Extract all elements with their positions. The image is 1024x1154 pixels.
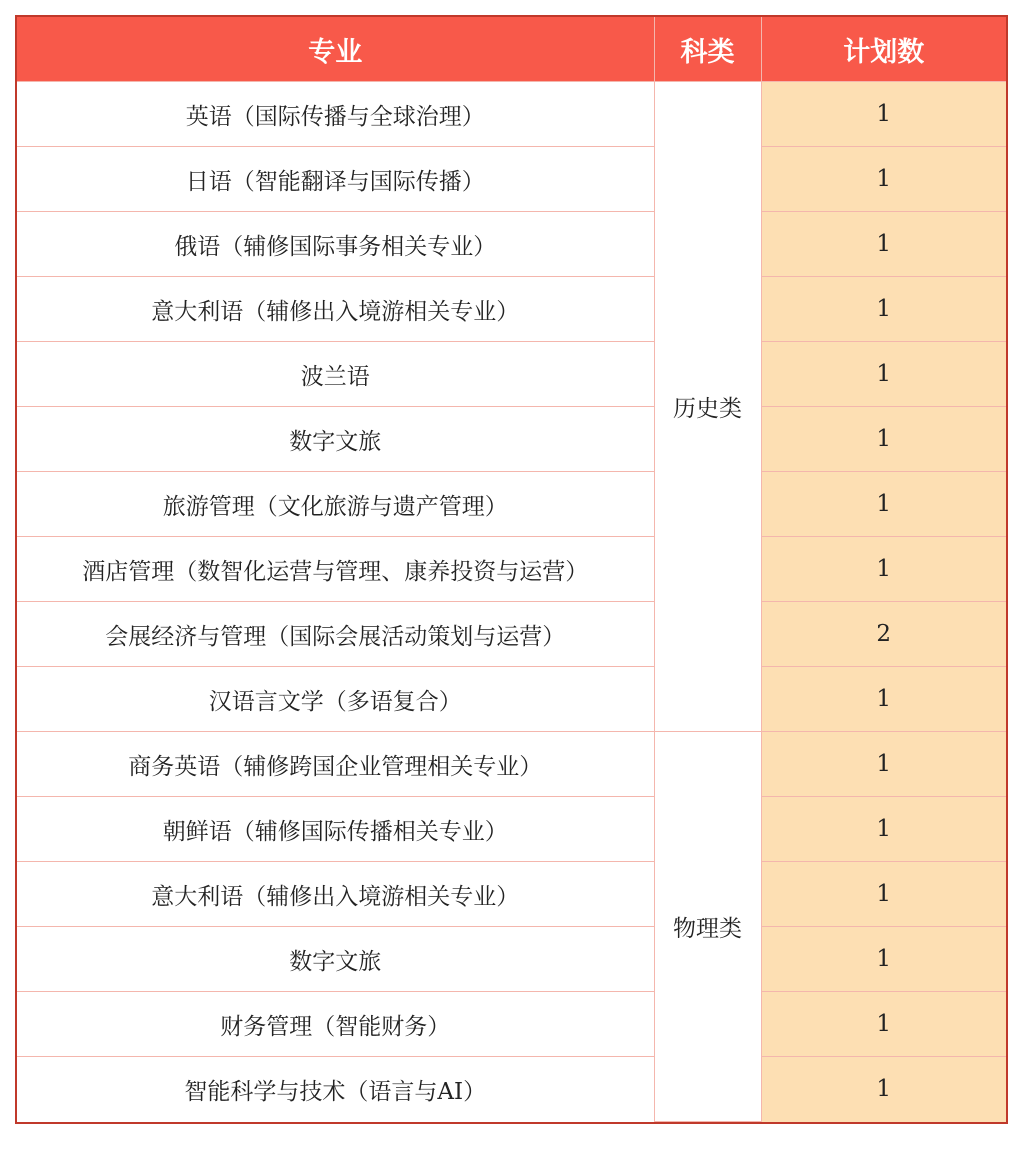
- major-cell: 意大利语（辅修出入境游相关专业）: [17, 277, 654, 342]
- major-cell: 英语（国际传播与全球治理）: [17, 82, 654, 147]
- plan-cell: 1: [761, 797, 1006, 862]
- major-cell: 旅游管理（文化旅游与遗产管理）: [17, 472, 654, 537]
- plan-cell: 1: [761, 862, 1006, 927]
- plan-cell: 1: [761, 992, 1006, 1057]
- table-row: [17, 862, 1006, 927]
- major-cell: 朝鲜语（辅修国际传播相关专业）: [17, 797, 654, 862]
- table-row: [17, 797, 1006, 862]
- major-cell: 波兰语: [17, 342, 654, 407]
- table-row: [17, 342, 1006, 407]
- enrollment-plan-table-container: [15, 15, 1008, 1124]
- major-cell: 意大利语（辅修出入境游相关专业）: [17, 862, 654, 927]
- major-cell: 会展经济与管理（国际会展活动策划与运营）: [17, 602, 654, 667]
- plan-cell: 2: [761, 602, 1006, 667]
- plan-cell: 1: [761, 82, 1006, 147]
- table-header-row: [17, 17, 1006, 82]
- major-cell: 智能科学与技术（语言与AI）: [17, 1057, 654, 1122]
- header-major: 专业: [17, 17, 654, 82]
- table-row: [17, 602, 1006, 667]
- table-row: [17, 1057, 1006, 1122]
- table-row: [17, 147, 1006, 212]
- header-category: 科类: [654, 17, 761, 82]
- plan-cell: 1: [761, 667, 1006, 732]
- plan-cell: 1: [761, 472, 1006, 537]
- plan-cell: 1: [761, 407, 1006, 472]
- major-cell: 俄语（辅修国际事务相关专业）: [17, 212, 654, 277]
- table-row: [17, 927, 1006, 992]
- major-cell: 数字文旅: [17, 407, 654, 472]
- major-cell: 数字文旅: [17, 927, 654, 992]
- plan-cell: 1: [761, 1057, 1006, 1122]
- plan-cell: 1: [761, 147, 1006, 212]
- table-row: [17, 667, 1006, 732]
- plan-cell: 1: [761, 212, 1006, 277]
- table-row: [17, 82, 1006, 147]
- table-row: [17, 472, 1006, 537]
- plan-cell: 1: [761, 277, 1006, 342]
- table-row: [17, 277, 1006, 342]
- header-plan: 计划数: [761, 17, 1006, 82]
- table-row: [17, 407, 1006, 472]
- major-cell: 日语（智能翻译与国际传播）: [17, 147, 654, 212]
- table-row: [17, 537, 1006, 602]
- category-cell-physics: 物理类: [654, 732, 761, 1122]
- table-row: [17, 212, 1006, 277]
- table-row: [17, 732, 1006, 797]
- plan-cell: 1: [761, 342, 1006, 407]
- plan-cell: 1: [761, 537, 1006, 602]
- plan-cell: 1: [761, 732, 1006, 797]
- major-cell: 财务管理（智能财务）: [17, 992, 654, 1057]
- major-cell: 酒店管理（数智化运营与管理、康养投资与运营）: [17, 537, 654, 602]
- major-cell: 汉语言文学（多语复合）: [17, 667, 654, 732]
- major-cell: 商务英语（辅修跨国企业管理相关专业）: [17, 732, 654, 797]
- table-row: [17, 992, 1006, 1057]
- plan-cell: 1: [761, 927, 1006, 992]
- category-cell-history: 历史类: [654, 82, 761, 732]
- enrollment-plan-table: [17, 17, 1006, 1122]
